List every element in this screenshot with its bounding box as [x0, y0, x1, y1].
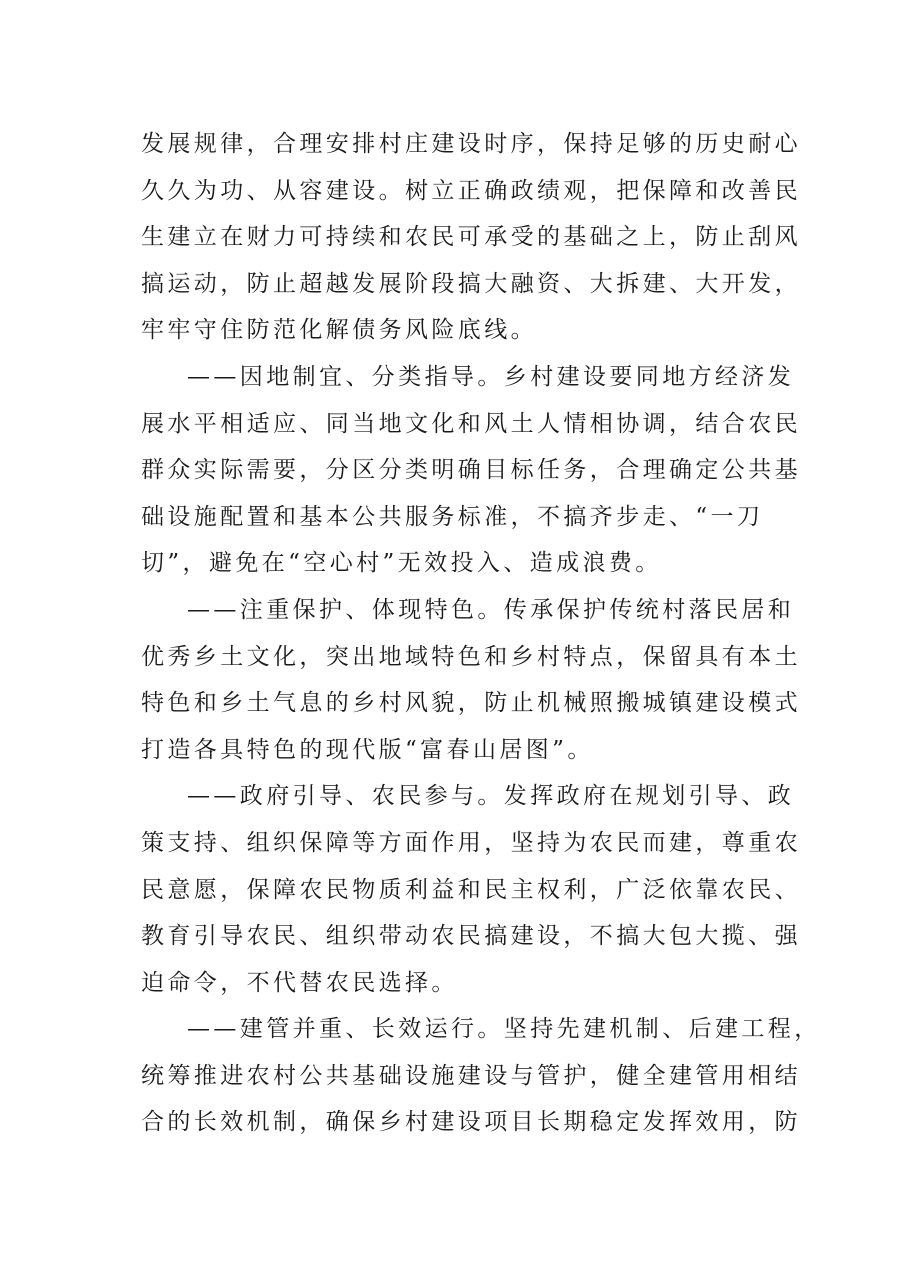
text-line: 展水平相适应、同当地文化和风土人情相协调，结合农民 [141, 410, 801, 437]
text-line: 群众实际需要，分区分类明确目标任务，合理确定公共基 [141, 457, 801, 484]
text-line: 迫命令，不代替农民选择。 [141, 969, 458, 996]
text-line: 切”，避免在“空心村”无效投入、造成浪费。 [141, 550, 662, 577]
document-body [141, 121, 821, 1146]
paragraph-start-line: ——注重保护、体现特色。传承保护传统村落民居和 [187, 596, 795, 623]
text-line: 教育引导农民、组织带动农民搞建设，不搞大包大揽、强 [141, 923, 801, 950]
text-line: 打造各具特色的现代版“富春山居图”。 [141, 736, 594, 763]
paragraph-start-line: ——政府引导、农民参与。发挥政府在规划引导、政 [187, 783, 795, 810]
text-line: 特色和乡土气息的乡村风貌，防止机械照搬城镇建设模式 [141, 690, 801, 717]
text-line: 牢牢守住防范化解债务风险底线。 [141, 317, 537, 344]
paragraph-start-line: ——建管并重、长效运行。坚持先建机制、后建工程， [187, 1016, 821, 1043]
text-line: 民意愿，保障农民物质利益和民主权利，广泛依靠农民、 [141, 876, 801, 903]
text-line: 生建立在财力可持续和农民可承受的基础之上，防止刮风 [141, 224, 801, 251]
text-line: 础设施配置和基本公共服务标准，不搞齐步走、“一刀 [141, 503, 764, 530]
text-line: 发展规律，合理安排村庄建设时序，保持足够的历史耐心 [141, 131, 801, 157]
text-line: 优秀乡土文化，突出地域特色和乡村特点，保留具有本土 [141, 643, 801, 670]
text-line: 策支持、组织保障等方面作用，坚持为农民而建，尊重农 [141, 829, 801, 856]
paragraph-start-line: ——因地制宜、分类指导。乡村建设要同地方经济发 [187, 363, 795, 390]
text-line: 搞运动，防止超越发展阶段搞大融资、大拆建、大开发， [141, 270, 801, 297]
text-line: 久久为功、从容建设。树立正确政绩观，把保障和改善民 [141, 177, 801, 204]
text-line: 合的长效机制，确保乡村建设项目长期稳定发挥效用，防 [141, 1109, 801, 1136]
text-line: 统筹推进农村公共基础设施建设与管护，健全建管用相结 [141, 1062, 801, 1089]
